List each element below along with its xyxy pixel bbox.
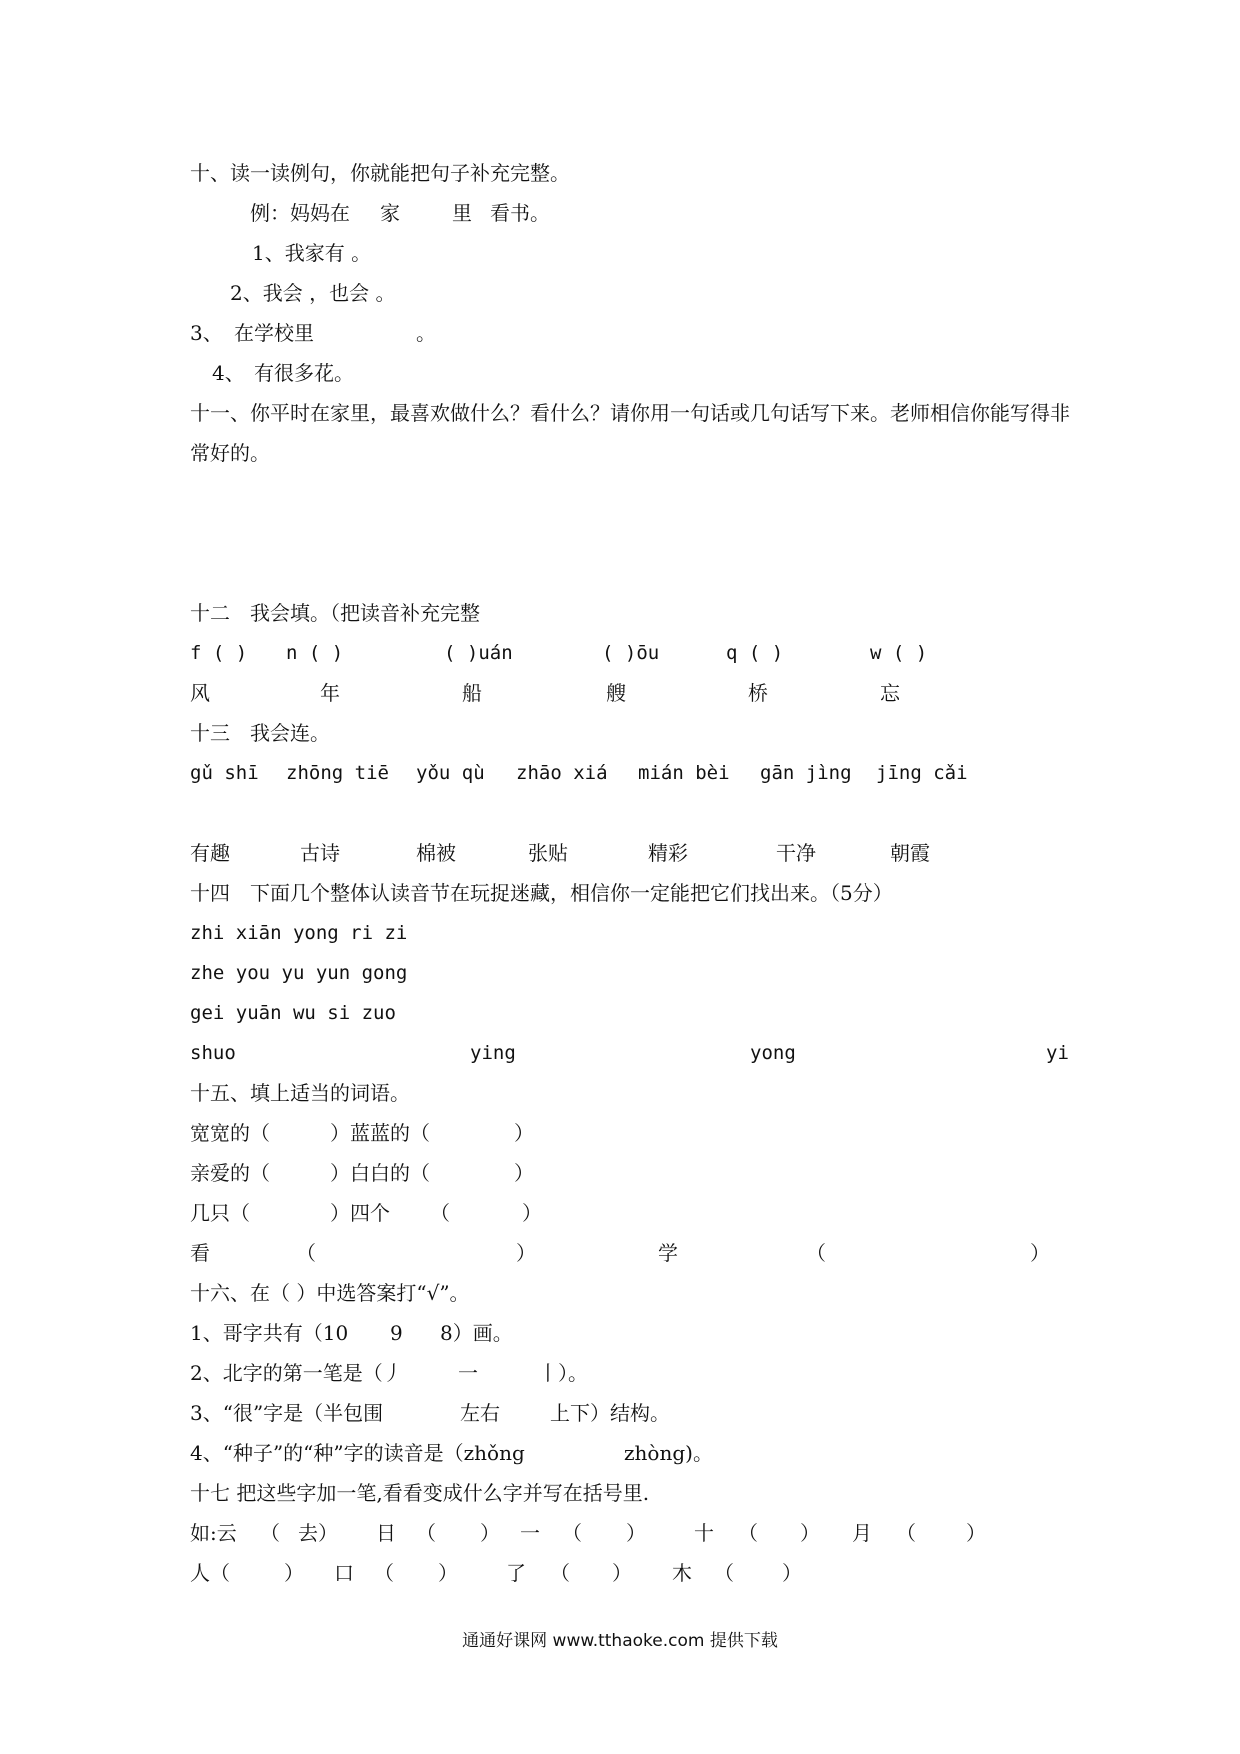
fill-text: ） <box>284 1561 304 1585</box>
fill-text: ） <box>1030 1241 1050 1265</box>
section-16-heading: 十六、在（ ）中选答案打“√”。 <box>190 1281 470 1305</box>
fill-text: 十 <box>694 1521 714 1545</box>
fill-text: ） <box>516 1241 536 1265</box>
fill-text: ）蓝蓝的（ <box>330 1121 430 1145</box>
example-text: 看书。 <box>490 201 550 225</box>
char: 桥 <box>748 681 768 705</box>
fill-text: ） <box>966 1521 986 1545</box>
section-11-heading: 十一、你平时在家里，最喜欢做什么？看什么？请你用一句话或几句话写下来。老师相信你能写得非常好的。 <box>190 401 1070 465</box>
choice-text: 4、“种子”的“种”字的读音是（zhǒng <box>190 1441 525 1465</box>
fill-text: ） <box>522 1201 542 1225</box>
fill-text: 木 <box>672 1561 692 1585</box>
fill-text: （ <box>296 1241 316 1265</box>
section-14-row: zhe you yu yun gong <box>190 962 408 984</box>
word: 棉被 <box>416 841 456 865</box>
fill-text: 宽宽的（ <box>190 1121 270 1145</box>
word: 古诗 <box>300 841 340 865</box>
fill-text: ） <box>800 1521 820 1545</box>
question-number: 4、 <box>212 361 245 385</box>
word: 有趣 <box>190 841 230 865</box>
syllable: shuo <box>190 1042 236 1064</box>
pinyin-blank: f ( ) <box>190 642 248 664</box>
pinyin-word: gān jìng <box>760 762 852 784</box>
char: 年 <box>320 681 340 705</box>
char: 风 <box>190 681 210 705</box>
pinyin-blank: w ( ) <box>870 642 928 664</box>
fill-text: （ <box>430 1201 450 1225</box>
char: 艘 <box>606 681 626 705</box>
section-10-heading: 十、读一读例句，你就能把句子补充完整。 <box>190 161 570 185</box>
fill-text: 如:云 <box>190 1521 237 1545</box>
question-text: 有很多花。 <box>254 361 354 385</box>
section-14-row: gei yuān wu si zuo <box>190 1002 396 1024</box>
fill-text: （ <box>714 1561 734 1585</box>
question-text: 1、我家有 。 <box>252 241 372 265</box>
syllable: yong <box>750 1042 796 1064</box>
pinyin-blank: ( )ōu <box>602 642 660 664</box>
fill-text: 日 <box>376 1521 396 1545</box>
char: 船 <box>462 681 482 705</box>
pinyin-word: jīng cǎi <box>876 762 968 784</box>
pinyin-blank: n ( ) <box>286 642 344 664</box>
fill-text: ） <box>782 1561 802 1585</box>
fill-text: 了 <box>506 1561 526 1585</box>
word: 张贴 <box>528 841 568 865</box>
fill-text: 看 <box>190 1241 210 1265</box>
syllable: yi <box>1046 1042 1069 1064</box>
pinyin-word: zhāo xiá <box>516 762 608 784</box>
fill-text: 人（ <box>190 1561 230 1585</box>
question-text: 。 <box>416 321 436 345</box>
pinyin-blank: ( )uán <box>444 642 513 664</box>
section-14-heading: 十四 下面几个整体认读音节在玩捉迷藏，相信你一定能把它们找出来。（5分） <box>190 881 893 905</box>
fill-text: （ <box>416 1521 436 1545</box>
fill-text: ） <box>626 1521 646 1545</box>
fill-text: （ <box>374 1561 394 1585</box>
section-17-heading: 十七 把这些字加一笔,看看变成什么字并写在括号里. <box>190 1481 650 1505</box>
section-14-row: zhi xiān yong ri zi <box>190 922 408 944</box>
fill-text: 几只（ <box>190 1201 250 1225</box>
fill-text: ） <box>514 1161 534 1185</box>
choice-option: 一 <box>458 1361 478 1385</box>
fill-text: （ <box>550 1561 570 1585</box>
syllable: ying <box>470 1042 516 1064</box>
word: 干净 <box>776 841 816 865</box>
fill-text: 亲爱的（ <box>190 1161 270 1185</box>
fill-text: 一 <box>520 1521 540 1545</box>
fill-text: （ <box>562 1521 582 1545</box>
choice-text: 8）画。 <box>440 1321 513 1345</box>
pinyin-word: gǔ shī <box>190 762 259 784</box>
fill-text: 学 <box>658 1241 678 1265</box>
page-footer: 通通好课网 www.tthaoke.com 提供下载 <box>462 1631 778 1651</box>
section-12-heading: 十二 我会填。（把读音补充完整 <box>190 601 480 625</box>
pinyin-word: mián bèi <box>638 762 730 784</box>
question-text: 2、我会 ，也会 。 <box>230 281 396 305</box>
word: 精彩 <box>648 841 688 865</box>
choice-text: 上下）结构。 <box>550 1401 670 1425</box>
fill-text: ）四个 <box>330 1201 390 1225</box>
choice-text: 2、北字的第一笔是（丿 <box>190 1361 403 1385</box>
fill-text: ）白白的（ <box>330 1161 430 1185</box>
question-number: 3、 <box>190 321 223 345</box>
word: 朝霞 <box>890 841 930 865</box>
pinyin-word: zhōng tiē <box>286 762 389 784</box>
fill-text: ） <box>480 1521 500 1545</box>
example-text: 例：妈妈在 <box>250 201 350 225</box>
fill-text: 口 <box>334 1561 354 1585</box>
fill-text: ） <box>514 1121 534 1145</box>
section-13-heading: 十三 我会连。 <box>190 721 330 745</box>
fill-text: ） <box>612 1561 632 1585</box>
example-text: 家 <box>380 201 400 225</box>
fill-text: ） <box>438 1561 458 1585</box>
choice-option: zhòng)。 <box>624 1441 713 1465</box>
question-text: 在学校里 <box>234 321 314 345</box>
choice-text: 1、哥字共有（10 <box>190 1321 349 1345</box>
choice-option: 左右 <box>460 1401 500 1425</box>
char: 忘 <box>880 681 900 705</box>
fill-text: （ <box>260 1521 280 1545</box>
example-text: 里 <box>452 201 472 225</box>
section-15-heading: 十五、填上适当的词语。 <box>190 1081 410 1105</box>
fill-text: 月 <box>852 1521 872 1545</box>
fill-text: （ <box>806 1241 826 1265</box>
fill-text: （ <box>738 1521 758 1545</box>
choice-option: 9 <box>390 1321 403 1345</box>
choice-text: 丨）。 <box>538 1361 588 1385</box>
fill-text: （ <box>896 1521 916 1545</box>
pinyin-word: yǒu qù <box>416 762 485 784</box>
fill-text: 去） <box>298 1521 338 1545</box>
pinyin-blank: q ( ) <box>726 642 784 664</box>
choice-text: 3、“很”字是（半包围 <box>190 1401 384 1425</box>
